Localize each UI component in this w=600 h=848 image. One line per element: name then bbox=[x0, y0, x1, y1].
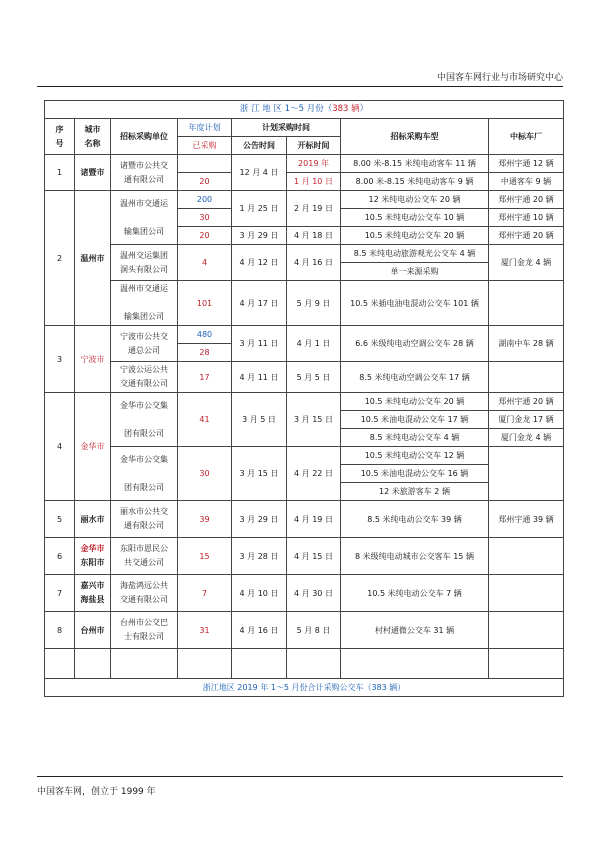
col-city-header: 城市 名称 bbox=[75, 119, 111, 155]
procurement-table: 浙 江 地 区 1～5 月份（383 辆） 序 号 城市 名称 招标采购单位 年度计划 计划采购时间 招标采购车型 中标车厂 已采购 公告时间 开标时间 1 诸暨市 诸暨市公共交 通有限公司 12 月 4 日 2019 年 8.00 米-8.15 米纯电动客车 11 辆 郑州宇通 12 辆 20 1 月 10 日 8.00 米-8.15 米纯电动客车 9 辆 中通客车 9 辆 2 温州市 温州市交通运 输集团公司 200 1 月 25 日 2 月 19 日 12 米纯电动公交车 20 辆 郑州宇通 20 辆 30 10.5 米纯电动公交车 10 辆 郑州宇通 10 辆 20 3 月 29 日 4 月 18 日 10.5 米纯电动公交车 20 辆 郑州宇通 20 辆 温州交运集团 洞头有限公司 4 4 月 12 日 4 月 16 日 8.5 米纯电动旅游观光公交车 4 辆 厦门金龙 4 辆 单一来源采购 温州市交通运 输集团公司 101 4 月 17 日 5 月 9 日 10.5 米插电油电混动公交车 101 辆 3 宁波市 宁波市公共交 通总公司 480 3 月 11 日 4 月 1 日 6.6 米级纯电动空调公交车 28 辆 湖南中车 28 辆 28 宁波公运公共 交通有限公司 17 4 月 11 日 5 月 5 日 8.5 米纯电动空调公交车 17 辆 4 金华市 金华市公交集 团有限公司 41 3 月 5 日 3 月 15 日 10.5 米纯电动公交车 20 辆 郑州宇通 20 辆 10.5 米油电混动公交车 17 辆 厦门金龙 17 辆 8.5 米纯电动公交车 4 辆 厦门金龙 4 辆 金华市公交集 团有限公司 30 3 月 15 日 4 月 22 日 10.5 米纯电动公交车 12 辆 10.5 米油电混动公交车 16 辆 12 米旅游客车 2 辆 5 丽水市 丽水市公共交 通有限公司 39 3 月 29 日 4 月 19 日 8.5 米纯电动公交车 39 辆 郑州宇通 39 辆 6 金华市 东阳市 东阳市恩民公 共交通公司 15 3 月 28 日 4 月 15 日 8 米级纯电动城市公交客车 15 辆 7 嘉兴市 海盐县 海盐鸿远公共 交通有限公司 7 4 月 10 日 4 月 30 日 10.5 米纯电动公交车 7 辆 8 台州市 台州市公交巴 士有限公司 31 4 月 16 日 5 月 8 日 村村通微公交车 31 辆 浙江地区 2019 年 1～5 月份合计采购公交车（383 辆） bbox=[44, 100, 564, 697]
col-announce-header: 公告时间 bbox=[232, 137, 287, 155]
table-row: 8.5 米纯电动公交车 4 辆 厦门金龙 4 辆 bbox=[45, 429, 564, 447]
table-title: 浙 江 地 区 1～5 月份（383 辆） bbox=[45, 101, 564, 119]
table-title-row bbox=[45, 101, 564, 119]
col-plan-header: 年度计划 bbox=[178, 119, 232, 137]
footer-divider bbox=[37, 776, 563, 777]
table-row: 金华市公交集 团有限公司 30 3 月 15 日 4 月 22 日 10.5 米纯电动公交车 12 辆 bbox=[45, 447, 564, 465]
col-time-header: 计划采购时间 bbox=[232, 119, 341, 137]
col-no-header: 序 号 bbox=[45, 119, 75, 155]
total-summary: 浙江地区 2019 年 1～5 月份合计采购公交车（383 辆） bbox=[45, 679, 564, 697]
table-row: 4 金华市 金华市公交集 团有限公司 41 3 月 5 日 3 月 15 日 10.5 米纯电动公交车 20 辆 郑州宇通 20 辆 bbox=[45, 393, 564, 411]
table-row: 10.5 米油电混动公交车 17 辆 厦门金龙 17 辆 bbox=[45, 411, 564, 429]
col-model-header: 招标采购车型 bbox=[341, 119, 489, 155]
empty-row bbox=[45, 649, 564, 679]
table-row: 单一来源采购 bbox=[45, 263, 564, 281]
table-row: 3 宁波市 宁波市公共交 通总公司 480 3 月 11 日 4 月 1 日 6.6 米级纯电动空调公交车 28 辆 湖南中车 28 辆 bbox=[45, 326, 564, 344]
table-row: 30 10.5 米纯电动公交车 10 辆 郑州宇通 10 辆 bbox=[45, 209, 564, 227]
table-row: 7 嘉兴市 海盐县 海盐鸿远公共 交通有限公司 7 4 月 10 日 4 月 30 日 10.5 米纯电动公交车 7 辆 bbox=[45, 575, 564, 612]
col-bought-header: 已采购 bbox=[178, 137, 232, 155]
header-divider bbox=[37, 86, 563, 87]
header-org: 中国客车网行业与市场研究中心 bbox=[436, 73, 563, 83]
table-row: 10.5 米油电混动公交车 16 辆 bbox=[45, 465, 564, 483]
table-row: 8 台州市 台州市公交巴 士有限公司 31 4 月 16 日 5 月 8 日 村村通微公交车 31 辆 bbox=[45, 612, 564, 649]
table-row: 20 3 月 29 日 4 月 18 日 10.5 米纯电动公交车 20 辆 郑州宇通 20 辆 bbox=[45, 227, 564, 245]
col-maker-header: 中标车厂 bbox=[489, 119, 564, 155]
table-row: 28 bbox=[45, 344, 564, 362]
table-row: 12 米旅游客车 2 辆 bbox=[45, 483, 564, 501]
col-open-header: 开标时间 bbox=[287, 137, 341, 155]
table-row: 20 1 月 10 日 8.00 米-8.15 米纯电动客车 9 辆 中通客车 9 辆 bbox=[45, 173, 564, 191]
table-row: 1 诸暨市 诸暨市公共交 通有限公司 12 月 4 日 2019 年 8.00 米-8.15 米纯电动客车 11 辆 郑州宇通 12 辆 bbox=[45, 155, 564, 173]
table-row: 2 温州市 温州市交通运 输集团公司 200 1 月 25 日 2 月 19 日 12 米纯电动公交车 20 辆 郑州宇通 20 辆 bbox=[45, 191, 564, 209]
footer-text: 中国客车网，创立于 1999 年 bbox=[37, 787, 156, 797]
header-row-1 bbox=[45, 119, 564, 137]
table-row: 6 金华市 东阳市 东阳市恩民公 共交通公司 15 3 月 28 日 4 月 15 日 8 米级纯电动城市公交客车 15 辆 bbox=[45, 538, 564, 575]
table-row: 温州交运集团 洞头有限公司 4 4 月 12 日 4 月 16 日 8.5 米纯电动旅游观光公交车 4 辆 厦门金龙 4 辆 bbox=[45, 245, 564, 263]
total-row bbox=[45, 679, 564, 697]
table-row: 5 丽水市 丽水市公共交 通有限公司 39 3 月 29 日 4 月 19 日 8.5 米纯电动公交车 39 辆 郑州宇通 39 辆 bbox=[45, 501, 564, 538]
col-unit-header: 招标采购单位 bbox=[111, 119, 178, 155]
